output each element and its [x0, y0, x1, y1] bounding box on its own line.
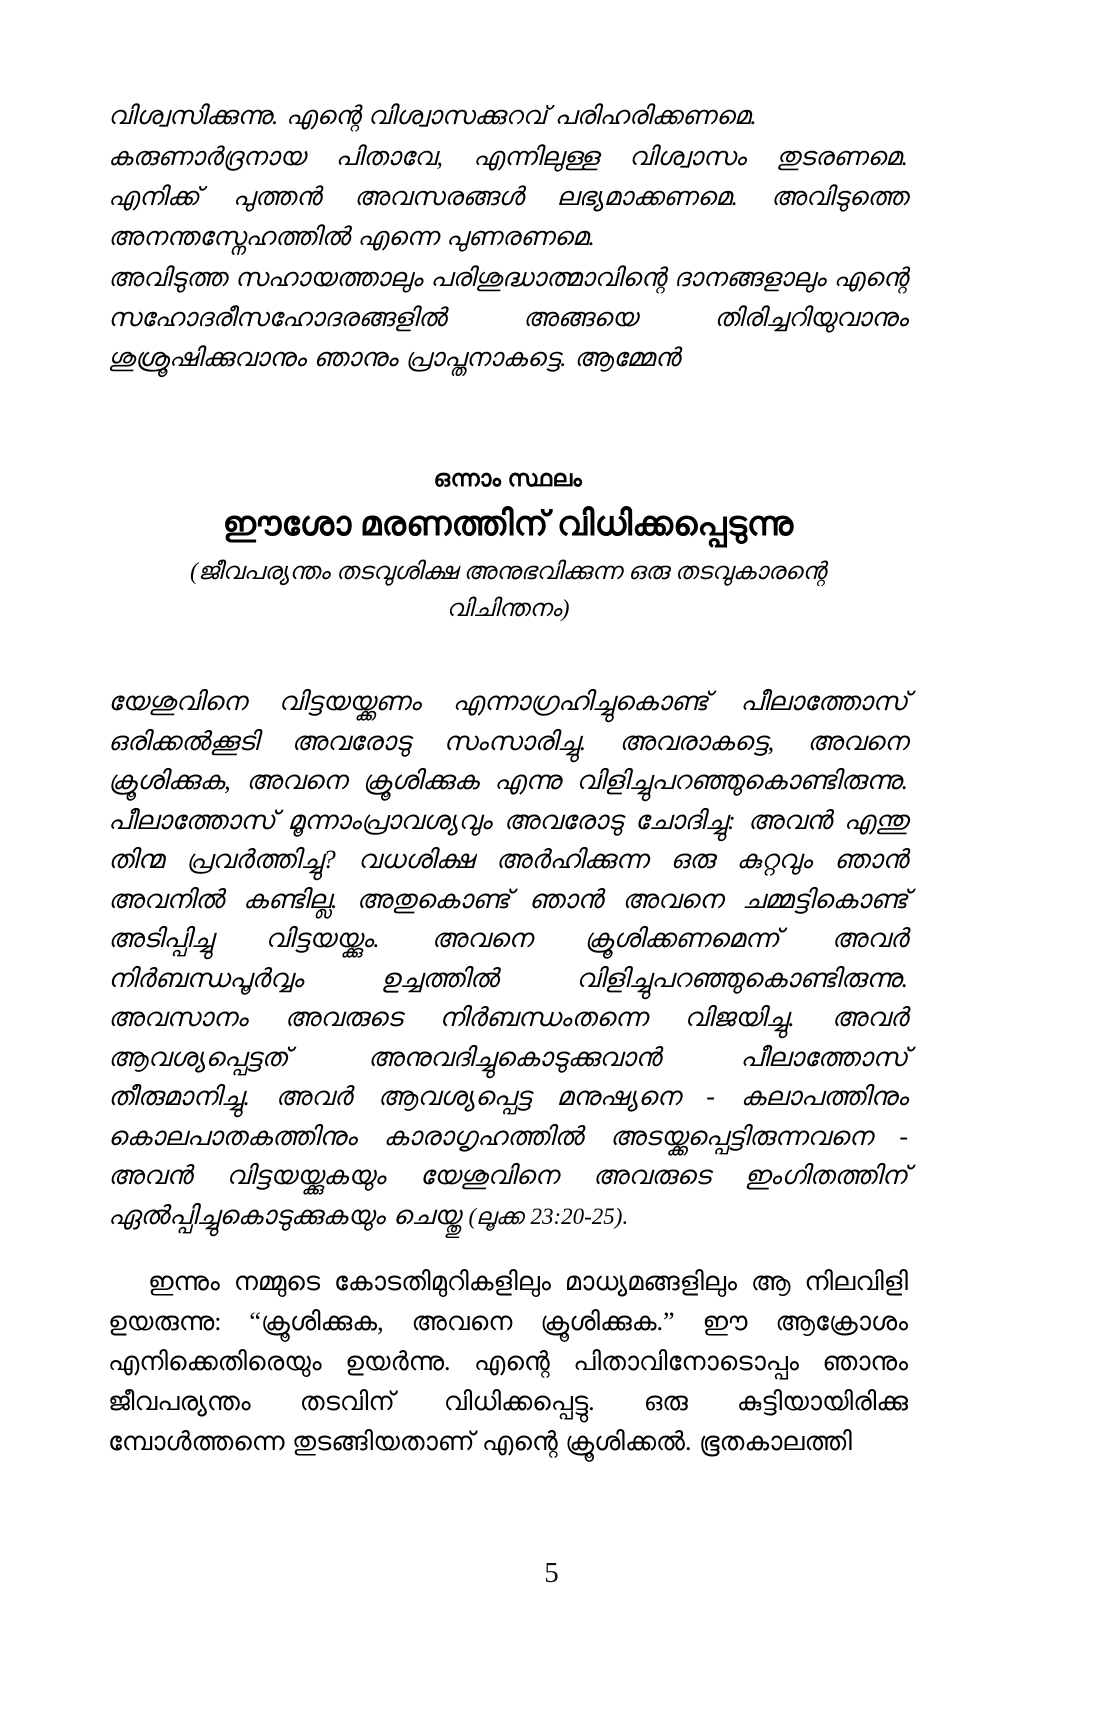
prayer-paragraph-3: അവിടുത്ത സഹായത്താലും പരിശുദ്ധാത്മാവിന്റെ ദാനങ്ങളാലും എന്റെ സഹോദരീസഹോദരങ്ങളിൽ അങ്ങയെ തിരിച്ചറിയുവാനും ശുശ്രൂഷിക്കുവാനും ഞാനും പ്രാപ്തനാകട്ടെ. ആമ്മേൻ [108, 263, 908, 372]
station-subtitle-line-2: വിചിന്തനം) [446, 596, 570, 622]
body-block [108, 682, 908, 1236]
prayer-paragraph-2: കരുണാർദ്രനായ പിതാവേ, എന്നിലുള്ള വിശ്വാസം തുടരണമെ. എനിക്ക് പുത്തൻ അവസരങ്ങൾ ലഭ്യമാക്കണമെ. അവിടുത്തെ അനന്തസ്നേഹത്തിൽ എന്നെ പുണരണമെ. [108, 142, 908, 251]
station-heading-block [108, 464, 908, 628]
body-main-text: യേശുവിനെ വിട്ടയയ്ക്കണം എന്നാഗ്രഹിച്ചുകൊണ്ട് പീലാത്തോസ് ഒരിക്കൽക്കൂടി അവരോടു സംസാരിച്ചു. അവരാകട്ടെ, അവനെ ക്രൂശിക്കുക, അവനെ ക്രൂശിക്കുക എന്നു വിളിച്ചുപറഞ്ഞുകൊണ്ടിരുന്നു. പീലാത്തോസ് മൂന്നാംപ്രാവശ്യവും അവരോടു ചോദിച്ചു: അവൻ എന്തു തിന്മ പ്രവർത്തിച്ചു? വധശിക്ഷ അർഹിക്കുന്ന ഒരു കുറ്റവും ഞാൻ അവനിൽ കണ്ടില്ല. അതുകൊണ്ട് ഞാൻ അവനെ ചമ്മട്ടികൊണ്ട് അടിപ്പിച്ചു വിട്ടയയ്ക്കും. അവനെ ക്രൂശിക്കണമെന്ന് അവർ നിർബന്ധപൂർവ്വം ഉച്ചത്തിൽ വിളിച്ചുപറഞ്ഞുകൊണ്ടിരുന്നു. അവസാനം അവരുടെ നിർബന്ധംതന്നെ വിജയിച്ചു. അവർ ആവശ്യപ്പെട്ടത് അനുവദിച്ചുകൊടുക്കുവാൻ പീലാത്തോസ് തീരുമാനിച്ചു. അവർ ആവശ്യപ്പെട്ട മനുഷ്യനെ - കലാപത്തിനും കൊലപാതകത്തിനും കാരാഗൃഹത്തിൽ അടയ്ക്കപ്പെട്ടിരുന്നവനെ - അവൻ വിട്ടയയ്ക്കുകയും യേശുവിനെ അവരുടെ ഇംഗിതത്തിന് ഏൽപ്പിച്ചുകൊടുക്കുകയും ചെയ്തു [108, 687, 908, 1230]
station-title: ഈശോ മരണത്തിന് വിധിക്കപ്പെടുന്നു [222, 506, 794, 543]
page-number: 5 [544, 1557, 559, 1589]
station-subtitle [108, 554, 908, 628]
scripture-reference: (ലൂക്ക 23:20-25). [468, 1203, 629, 1229]
closing-block [108, 1262, 908, 1462]
closing-paragraph: ഇന്നും നമ്മുടെ കോടതിമുറികളിലും മാധ്യമങ്ങളിലും ആ നിലവിളി ഉയരുന്നു: “ക്രൂശിക്കുക, അവനെ ക്രൂശിക്കുക.” ഈ ആക്രോശം എനിക്കെതിരെയും ഉയർന്നു. എന്റെ പിതാവിനോടൊപ്പം ഞാനും ജീവപര്യന്തം തടവിന് വിധിക്കപ്പെട്ടു. ഒരു കുട്ടിയായിരിക്കു മ്പോൾത്തന്നെ തുടങ്ങിയതാണ് എന്റെ ക്രൂശിക്കൽ. ഭൂതകാലത്തി [108, 1267, 908, 1456]
body-main-paragraph [108, 682, 908, 1236]
station-subtitle-line-1: (ജീവപര്യന്തം തടവുശിക്ഷ അനുഭവിക്കുന്ന ഒരു തടവുകാരന്റെ [190, 559, 826, 585]
prayer-paragraph-1: വിശ്വസിക്കുന്നു. എന്റെ വിശ്വാസക്കുറവ് പരിഹരിക്കണമെ. [108, 101, 757, 130]
prayer-block [108, 96, 908, 378]
page-content [108, 96, 908, 1462]
station-label: ഒന്നാം സ്ഥലം [433, 466, 583, 491]
